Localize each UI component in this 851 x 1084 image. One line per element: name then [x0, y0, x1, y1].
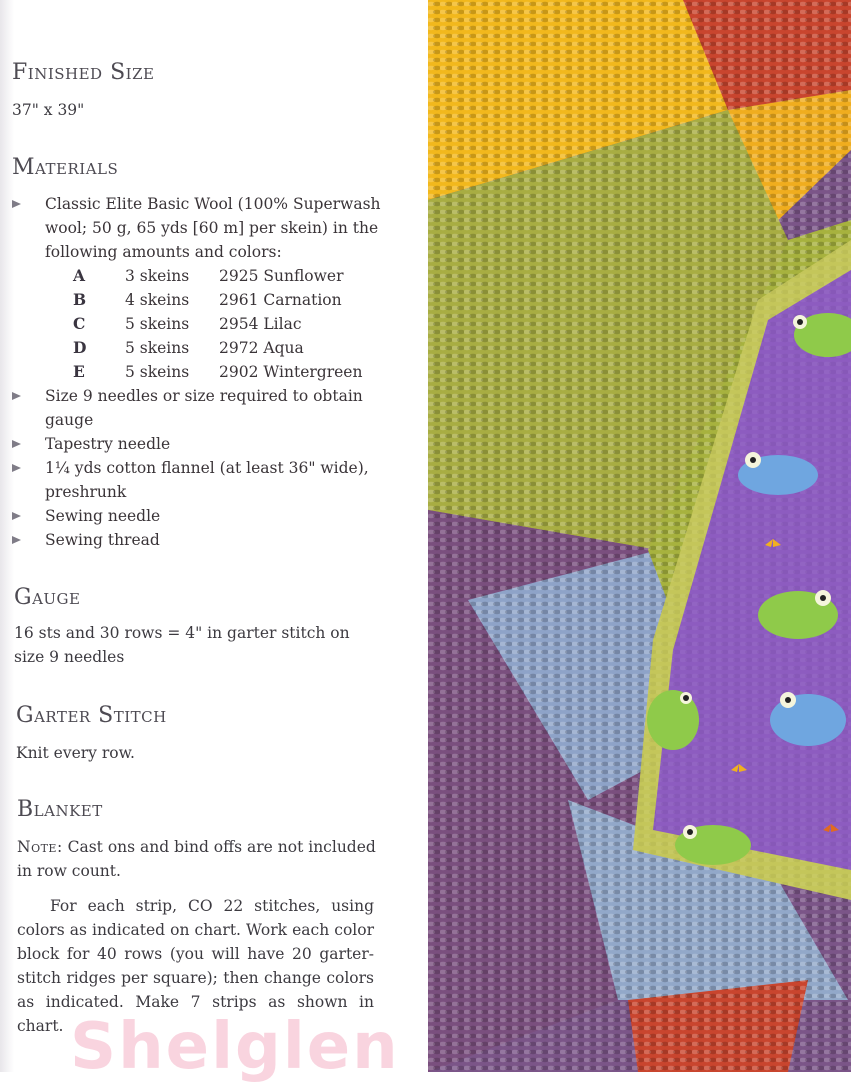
yarn-colors-table [73, 264, 362, 384]
blanket-note [17, 835, 377, 883]
yarn-color-row [73, 264, 362, 288]
materials-item [12, 528, 412, 552]
materials-item [12, 432, 412, 456]
yarn-color-row [73, 312, 362, 336]
materials-yarn-text: Classic Elite Basic Wool (100% Superwash wool; 50 g, 65 yds [60 m] per skein) in the following amounts and colors: [45, 195, 381, 261]
materials-item-text: Sewing needle [45, 507, 161, 525]
yarn-color-row [73, 288, 362, 312]
frog-icon [647, 690, 699, 750]
knitted-blanket-photo [428, 0, 851, 1072]
blanket-heading: Blanket [17, 797, 103, 822]
materials-item [12, 384, 412, 432]
color-name: 2925 Sunflower [219, 267, 344, 285]
note-label: Note: [17, 838, 63, 856]
color-skeins: 3 skeins [125, 267, 190, 285]
materials-item [12, 456, 412, 504]
color-name: 2961 Carnation [219, 291, 342, 309]
bullet-arrow-icon [12, 200, 21, 208]
materials-item-text: Size 9 needles or size required to obtain gauge [45, 387, 363, 429]
materials-yarn-item [12, 192, 412, 384]
color-skeins: 4 skeins [125, 291, 190, 309]
bullet-arrow-icon [12, 440, 21, 448]
materials-item-text: Sewing thread [45, 531, 160, 549]
color-letter: B [73, 290, 87, 309]
yarn-color-row [73, 360, 362, 384]
gauge-text: 16 sts and 30 rows = 4" in garter stitch on size 9 needles [14, 624, 350, 666]
color-letter: C [73, 314, 86, 333]
blanket-photo-illustration [428, 0, 851, 1072]
materials-item-text: 1¼ yds cotton flannel (at least 36" wide), preshrunk [45, 459, 369, 501]
watermark: Shelglen [70, 1010, 400, 1084]
bullet-arrow-icon [12, 464, 21, 472]
color-letter: E [73, 362, 85, 381]
color-letter: D [73, 338, 87, 357]
finished-size-heading: Finished Size [12, 60, 155, 85]
color-name: 2954 Lilac [219, 315, 302, 333]
note-text: Cast ons and bind offs are not included in row count. [17, 838, 376, 880]
materials-list [12, 192, 412, 552]
materials-item-text: Tapestry needle [45, 435, 171, 453]
color-name: 2902 Wintergreen [219, 363, 363, 381]
finished-size-value: 37" x 39" [12, 101, 85, 119]
bullet-arrow-icon [12, 512, 21, 520]
bullet-arrow-icon [12, 536, 21, 544]
materials-item [12, 504, 412, 528]
color-skeins: 5 skeins [125, 339, 190, 357]
color-skeins: 5 skeins [125, 315, 190, 333]
gauge-heading: Gauge [14, 585, 81, 610]
yarn-color-row [73, 336, 362, 360]
color-skeins: 5 skeins [125, 363, 190, 381]
garter-stitch-heading: Garter Stitch [16, 703, 167, 728]
blanket-instructions: For each strip, CO 22 stitches, using colors as indicated on chart. Work each color block for 40 rows (you will have 20 garter-stitch ridges per square); then change colors as indicated. Make 7 strips as shown in chart. [17, 897, 374, 1035]
garter-stitch-text: Knit every row. [16, 744, 135, 762]
materials-heading: Materials [12, 155, 119, 180]
color-letter: A [73, 266, 86, 285]
text-column [0, 0, 428, 1072]
color-name: 2972 Aqua [219, 339, 304, 357]
bullet-arrow-icon [12, 392, 21, 400]
frog-icon [675, 825, 751, 865]
